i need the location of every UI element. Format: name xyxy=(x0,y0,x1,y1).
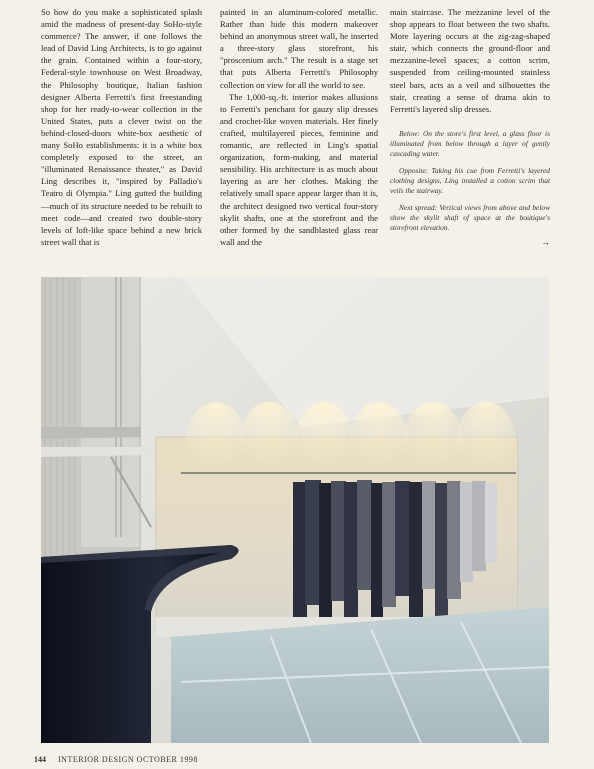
article-column-1 xyxy=(41,6,202,248)
boutique-interior-photo xyxy=(41,277,549,743)
article-column-2 xyxy=(220,6,378,248)
publication-line: INTERIOR DESIGN OCTOBER 1998 xyxy=(58,755,198,764)
article-paragraph: The 1,000-sq.-ft. interior makes allusions to Ferretti's penchant for gauzy slip dresses and crochet-like woven materials. Her finely crafted, multilayered pieces, feminine and romantic, are reflected in Ling's spatial organization, form-making, and material sensibility. His architecture is as much about layering as are her clothes. Making the relatively small space appear larger than it is, the architect designed two vertical four-story skylit shafts, one at the storefront and the other formed by the sandblasted glass rear wall and the xyxy=(220,91,378,247)
caption-next-spread: Next spread: Vertical views from above and below show the skylit shaft of space at the boutique's storefront elevation. xyxy=(390,202,550,233)
article-paragraph: So how do you make a sophisticated splash amid the madness of present-day SoHo-style commerce? The answer, if one follows the lead of David Ling Architects, is to go against the grain. Contained within a four-story, Federal-style townhouse on West Broadway, the Philosophy boutique, Italian fashion designer Alberta Ferretti's first freestanding shop for her ready-to-wear collection in the United States, puts a clever twist on the behind-closed-doors white-box aesthetic of many SoHo establishments: it is a white box completely exposed to the street, an "illuminated Renaissance theater," as David Ling describes it, "inspired by Palladio's Teatro di Olympia." Ling gutted the building—much of its structure needed to be rebuilt to meet code—and created two double-story levels of loft-like space behind a new brick street wall that is xyxy=(41,7,202,247)
continue-arrow-icon: → xyxy=(541,236,550,247)
caption-opposite: Opposite: Taking his cue from Ferretti's layered clothing designs, Ling installed a cotton scrim that veils the stairway. xyxy=(390,165,550,196)
page-number: 144 xyxy=(34,755,46,764)
article-column-3 xyxy=(390,6,550,248)
caption-below: Below: On the store's first level, a glass floor is illuminated from below through a layer of gently cascading water. xyxy=(390,128,550,159)
article-paragraph: painted in an aluminum-colored metallic. Rather than hide this modern makeover behind an anonymous street wall, he inserted a three-story glass storefront, his "proscenium arch." The result is a stage set that puts Alberta Ferretti's Philosophy collection on view for all the world to see. xyxy=(220,7,378,90)
photo-captions xyxy=(390,129,550,234)
article-paragraph: main staircase. The mezzanine level of the shop appears to float between the two shafts. More layering occurs at the zig-zag-shaped stair, which connects the ground-floor and mezzanine-level spaces; a cotton scrim, suspended from ceiling-mounted stainless steel bars, acts as a veil and silhouettes the stair, creating a sense of drama akin to Ferretti's layered slip dresses. xyxy=(390,7,550,114)
page-footer xyxy=(34,755,198,764)
